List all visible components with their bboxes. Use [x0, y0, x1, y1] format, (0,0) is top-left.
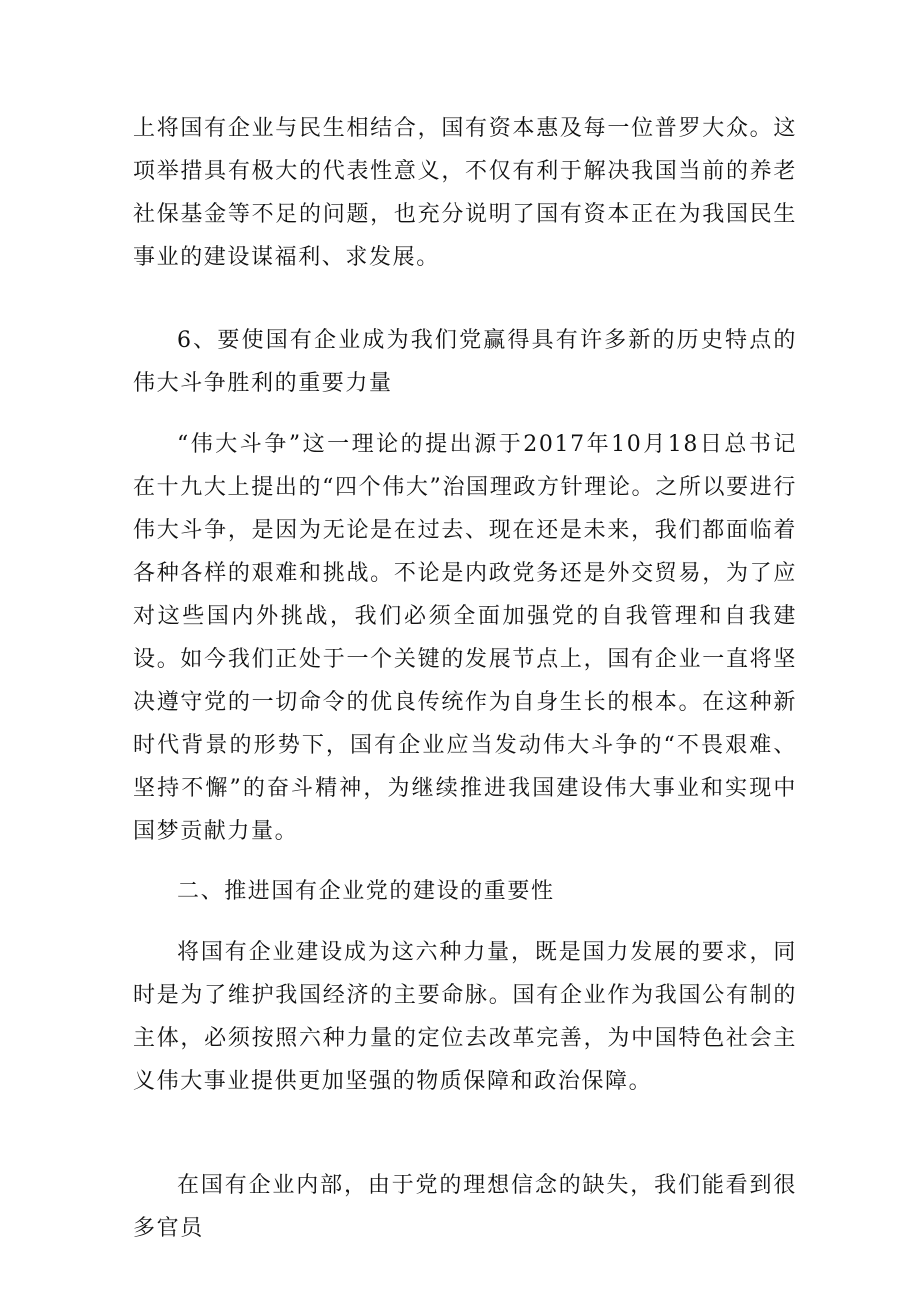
paragraph-great-struggle: “伟大斗争”这一理论的提出源于2017年10月18日总书记在十九大上提出的“四个伟大”治国理政方针理论。之所以要进行伟大斗争，是因为无论是在过去、现在还是未来，我们都面临着各种各样的艰难和挑战。不论是内政党务还是外交贸易，为了应对这些国内外挑战，我们必须全面加强党的自我管理和自我建设。如今我们正处于一个关键的发展节点上，国有企业一直将坚决遵守党的一切命令的优良传统作为自身生长的根本。在这种新时代背景的形势下，国有企业应当发动伟大斗争的“不畏艰难、坚持不懈”的奋斗精神，为继续推进我国建设伟大事业和实现中国梦贡献力量。	[133, 432, 797, 844]
paragraph-continuation: 上将国有企业与民生相结合，国有资本惠及每一位普罗大众。这项举措具有极大的代表性意义，不仅有利于解决我国当前的养老社保基金等不足的问题，也充分说明了国有资本正在为我国民生事业的建设谋福利、求发展。	[133, 116, 797, 270]
paragraph-six-forces: 将国有企业建设成为这六种力量，既是国力发展的要求，同时是为了维护我国经济的主要命脉。国有企业作为我国公有制的主体，必须按照六种力量的定位去改革完善，为中国特色社会主义伟大事业提供更加坚强的物质保障和政治保障。	[133, 940, 797, 1094]
section-heading-two: 二、推进国有企业党的建设的重要性	[177, 879, 555, 904]
paragraph-internal: 在国有企业内部，由于党的理想信念的缺失，我们能看到很多官员	[133, 1173, 797, 1241]
section-heading-6: 6、要使国有企业成为我们党赢得具有许多新的历史特点的伟大斗争胜利的重要力量	[133, 328, 797, 396]
